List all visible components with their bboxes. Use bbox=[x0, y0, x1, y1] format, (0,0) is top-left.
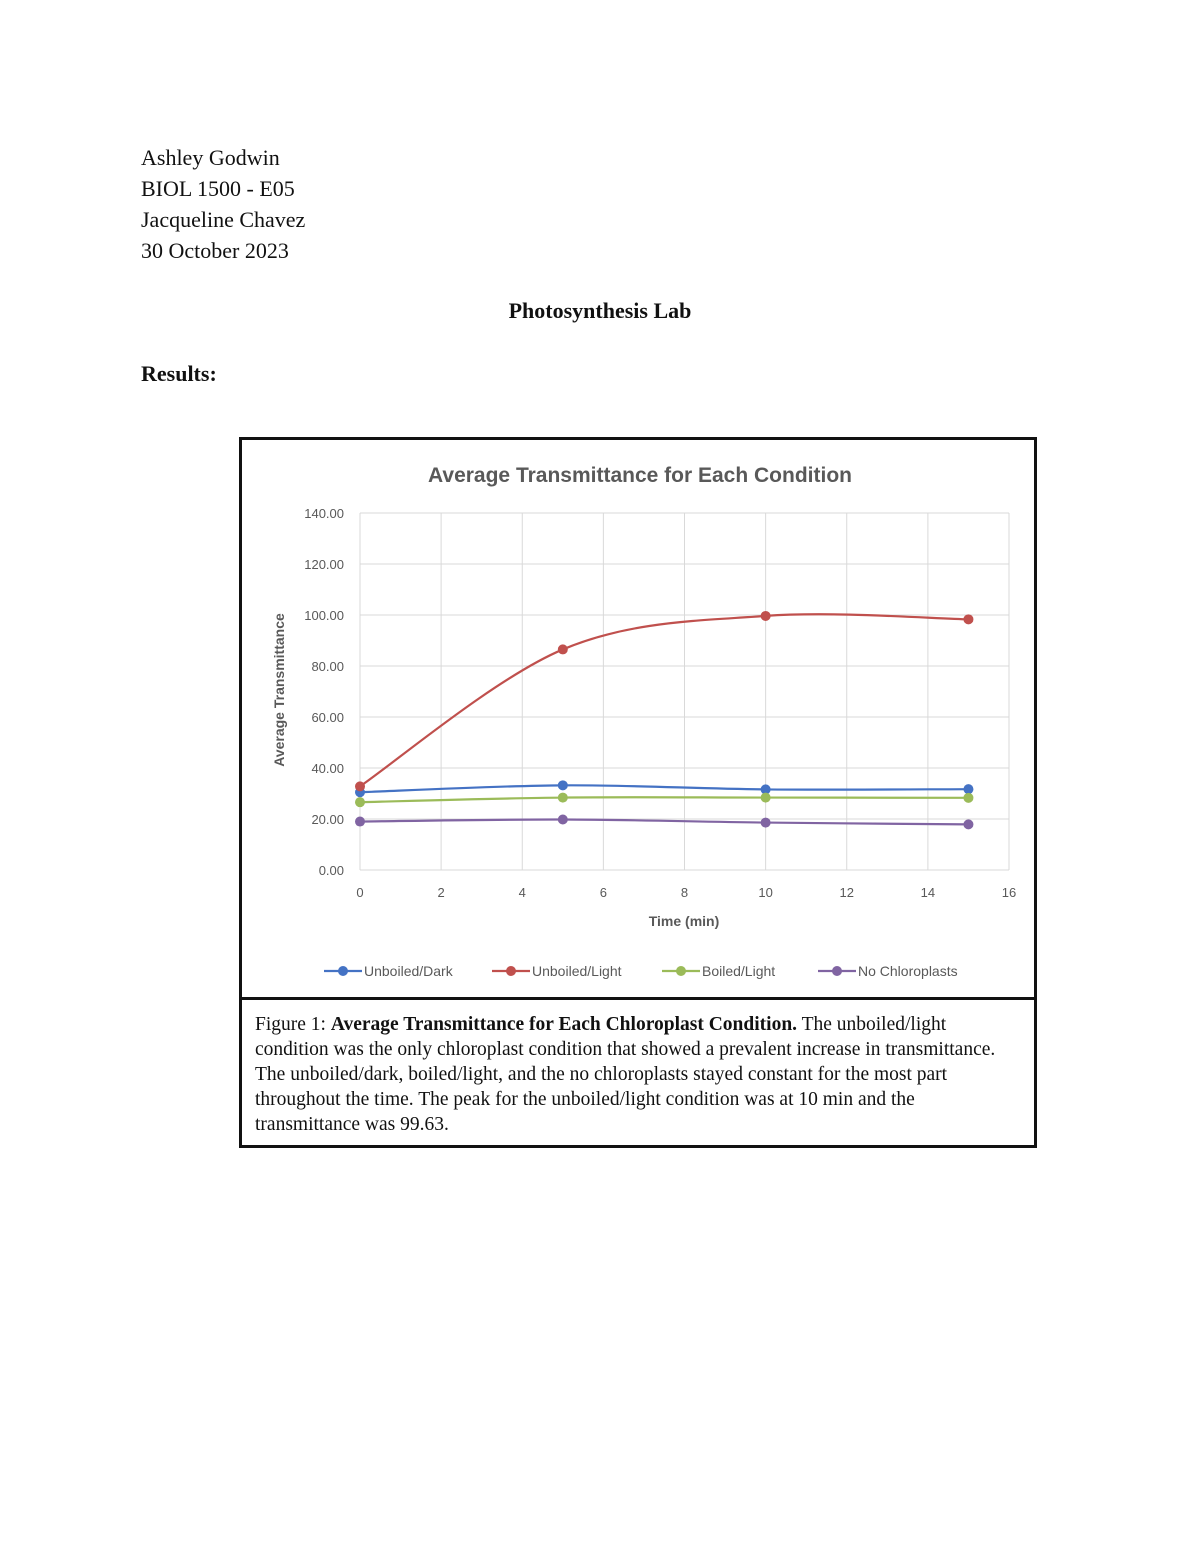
series-line-unboiled-dark bbox=[360, 785, 968, 792]
document-header bbox=[141, 142, 305, 266]
author-name: Ashley Godwin bbox=[141, 145, 280, 170]
data-point-unboiled-light bbox=[963, 614, 973, 624]
x-tick-label: 10 bbox=[758, 885, 773, 900]
data-point-boiled-light bbox=[355, 797, 365, 807]
chart-series bbox=[355, 611, 973, 829]
y-tick-label: 0.00 bbox=[318, 863, 344, 878]
data-point-unboiled-light bbox=[558, 644, 568, 654]
figure-caption bbox=[242, 997, 1034, 1145]
caption-prefix: Figure 1: bbox=[255, 1014, 331, 1035]
legend-item-unboiled-light bbox=[492, 963, 622, 979]
y-tick-label: 60.00 bbox=[311, 710, 344, 725]
legend-label: Boiled/Light bbox=[702, 963, 776, 979]
chart-legend bbox=[324, 963, 958, 979]
x-tick-label: 8 bbox=[680, 885, 689, 900]
data-point-no-chloroplasts bbox=[355, 817, 365, 827]
y-tick-label: 120.00 bbox=[304, 557, 344, 572]
legend-item-no-chloroplasts bbox=[818, 963, 958, 979]
document-date: 30 October 2023 bbox=[141, 238, 289, 263]
legend-marker bbox=[676, 966, 686, 976]
y-tick-label: 40.00 bbox=[311, 761, 344, 776]
legend-marker bbox=[832, 966, 842, 976]
legend-item-unboiled-dark bbox=[324, 963, 454, 979]
data-point-unboiled-light bbox=[355, 781, 365, 791]
x-tick-label: 2 bbox=[437, 885, 445, 900]
chart-tick-labels bbox=[304, 506, 1016, 900]
y-tick-label: 20.00 bbox=[311, 812, 344, 827]
series-unboiled-dark bbox=[355, 780, 973, 797]
x-tick-label: 4 bbox=[518, 885, 526, 900]
figure-1 bbox=[239, 437, 1037, 1148]
data-point-boiled-light bbox=[963, 793, 973, 803]
x-tick-label: 14 bbox=[920, 885, 936, 900]
y-axis-label: Average Transmittance bbox=[271, 613, 287, 767]
caption-body: The unboiled/light condition was the only chloroplast condition that showed a prevalent increase in transmittance. The unboiled/dark, boiled/light, and the no chloroplasts stayed constant for the most part throughout the time. The peak for the unboiled/light condition was at 10 min and the transmittance was 99.63. bbox=[255, 1014, 996, 1135]
data-point-unboiled-dark bbox=[963, 784, 973, 794]
series-line-unboiled-light bbox=[360, 614, 968, 786]
y-tick-label: 140.00 bbox=[304, 506, 344, 521]
y-tick-label: 80.00 bbox=[311, 659, 344, 674]
legend-item-boiled-light bbox=[662, 963, 775, 979]
document-title: Photosynthesis Lab bbox=[508, 298, 692, 323]
series-boiled-light bbox=[355, 793, 973, 808]
instructor-name: Jacqueline Chavez bbox=[141, 207, 306, 232]
transmittance-chart bbox=[242, 440, 1034, 997]
data-point-unboiled-dark bbox=[558, 780, 568, 790]
data-point-boiled-light bbox=[761, 793, 771, 803]
data-point-unboiled-light bbox=[761, 611, 771, 621]
legend-marker bbox=[338, 966, 348, 976]
data-point-no-chloroplasts bbox=[761, 818, 771, 828]
y-tick-label: 100.00 bbox=[304, 608, 344, 623]
x-tick-label: 12 bbox=[839, 885, 854, 900]
chart-svg bbox=[242, 440, 1034, 997]
legend-label: No Chloroplasts bbox=[858, 963, 958, 979]
chart-grid bbox=[360, 513, 1009, 870]
chart-title: Average Transmittance for Each Condition bbox=[428, 464, 852, 487]
data-point-no-chloroplasts bbox=[558, 815, 568, 825]
series-line-no-chloroplasts bbox=[360, 819, 968, 824]
caption-title: Average Transmittance for Each Chloroplast Condition. bbox=[330, 1014, 798, 1035]
data-point-no-chloroplasts bbox=[963, 819, 973, 829]
results-heading: Results: bbox=[141, 361, 217, 386]
legend-marker bbox=[506, 966, 516, 976]
series-no-chloroplasts bbox=[355, 815, 973, 830]
legend-label: Unboiled/Dark bbox=[364, 963, 453, 979]
series-line-boiled-light bbox=[360, 797, 968, 802]
course-code: BIOL 1500 - E05 bbox=[141, 176, 295, 201]
legend-label: Unboiled/Light bbox=[532, 963, 622, 979]
x-axis-label: Time (min) bbox=[648, 913, 720, 929]
data-point-boiled-light bbox=[558, 793, 568, 803]
x-tick-label: 16 bbox=[1001, 885, 1017, 900]
x-tick-label: 6 bbox=[599, 885, 607, 900]
series-unboiled-light bbox=[355, 611, 973, 791]
x-tick-label: 0 bbox=[356, 885, 364, 900]
